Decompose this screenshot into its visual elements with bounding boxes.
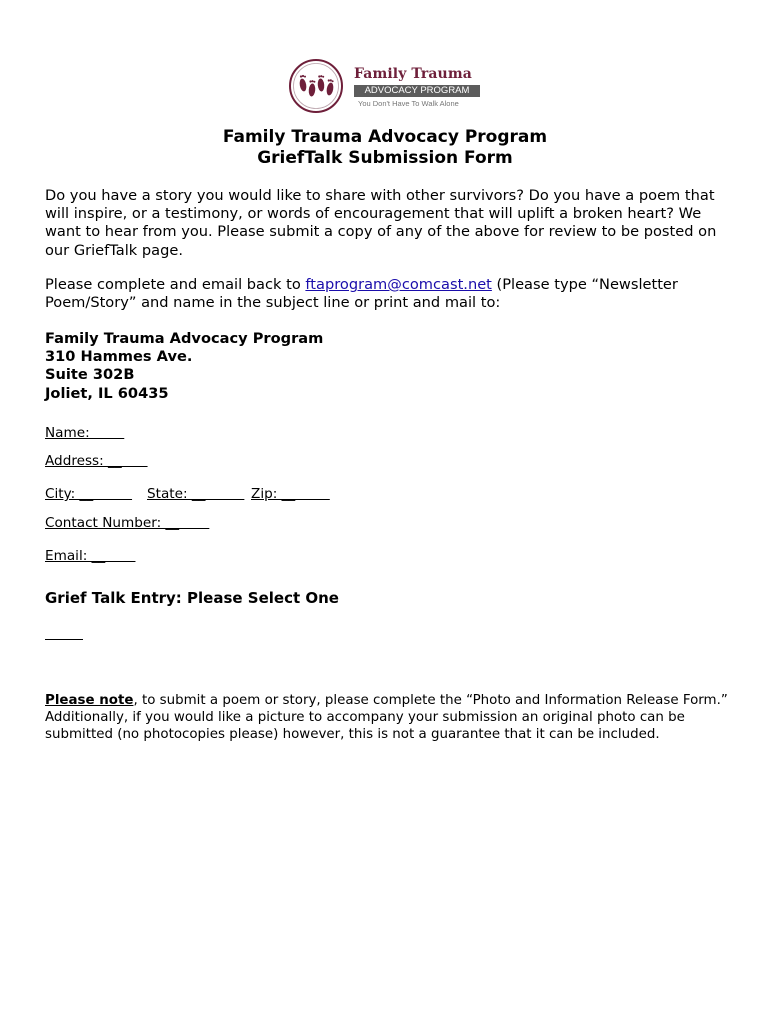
entry-selection-line[interactable]: [45, 639, 83, 640]
instructions-text-before: Please complete and email back to: [45, 276, 306, 293]
state-field[interactable]: State: __: [147, 486, 245, 502]
instructions-paragraph: [45, 276, 725, 312]
logo-tagline: You Don't Have To Walk Alone: [358, 99, 459, 108]
form-title: GriefTalk Submission Form: [257, 148, 513, 168]
instructions-text-after: (Please type “Newsletter Poem/Story” and name in the subject line or print and mail to:: [45, 276, 678, 312]
address-street: 310 Hammes Ave.: [45, 348, 193, 366]
footprints-emblem-icon: [288, 58, 344, 114]
grief-talk-entry-heading: Grief Talk Entry: Please Select One: [45, 589, 339, 607]
logo-title: Family Trauma: [354, 66, 472, 82]
address-city-state-zip: Joliet, IL 60435: [45, 384, 169, 402]
city-field[interactable]: City: __: [45, 486, 133, 502]
address-org: Family Trauma Advocacy Program: [45, 330, 324, 347]
mailing-address: [45, 330, 323, 403]
intro-paragraph: Do you have a story you would like to share with other survivors? Do you have a poem that will inspire, or a testimony, or words of encouragement that will uplift a broken heart? We want to hear from you. Please submit a copy of any of the above for review to be posted on our GriefTalk page.: [45, 187, 717, 259]
program-logo: [288, 58, 488, 114]
email-field[interactable]: Email: __: [45, 548, 136, 564]
email-link[interactable]: ftaprogram@comcast.net: [305, 276, 492, 293]
note-paragraph: [45, 693, 735, 743]
name-field[interactable]: Name:: [45, 425, 125, 441]
note-label: Please note: [45, 693, 134, 708]
page-title: Family Trauma Advocacy Program: [222, 127, 548, 147]
address-field[interactable]: Address: __: [45, 453, 148, 469]
contact-number-field[interactable]: Contact Number: __: [45, 515, 210, 531]
zip-field[interactable]: Zip: __: [251, 486, 330, 502]
address-suite: Suite 302B: [45, 366, 135, 384]
logo-subtitle: ADVOCACY PROGRAM: [354, 85, 480, 97]
note-text: , to submit a poem or story, please complete the “Photo and Information Release Form.” Additionally, if you would like a picture to accompany your submission an original photo can be submitted (no photocopies please) however, this is not a guarantee that it can be included.: [45, 693, 728, 742]
